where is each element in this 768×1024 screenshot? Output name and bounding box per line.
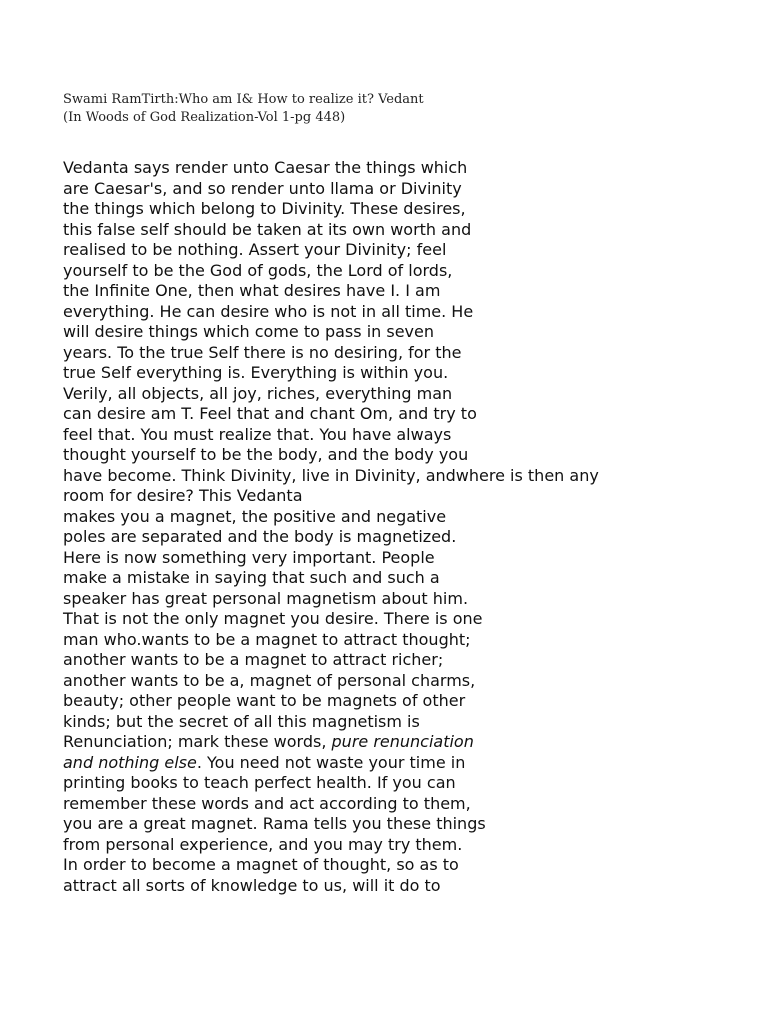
body-line: everything. He can desire who is not in all time. He	[63, 301, 474, 321]
body-line: beauty; other people want to be magnets of other	[63, 691, 466, 710]
body-line: kinds; but the secret of all this magnetism is	[63, 711, 420, 731]
emphasis-text: and nothing else	[63, 752, 197, 772]
body-text-run: Renunciation; mark these words,	[63, 732, 332, 751]
body-line: room for desire? This Vedanta	[63, 486, 303, 505]
body-line: true Self everything is. Everything is within you.	[63, 363, 449, 382]
body-line: speaker has great personal magnetism about him.	[63, 588, 469, 608]
body-line: years. To the true Self there is no desiring, for the	[63, 342, 462, 362]
body-line: Here is now something very important. People	[63, 547, 435, 567]
body-text-run: . You need not waste your time in	[196, 752, 466, 772]
header-source-line: (In Woods of God Realization-Vol 1-pg 448)	[63, 110, 346, 125]
body-line: yourself to be the God of gods, the Lord of lords,	[63, 260, 453, 280]
body-line-with-emphasis	[63, 753, 703, 774]
body-line: another wants to be a, magnet of personal charms,	[63, 670, 476, 690]
body-line: this false self should be taken at its own worth and	[63, 219, 472, 239]
body-line: man who.wants to be a magnet to attract thought;	[63, 629, 471, 649]
body-line: thought yourself to be the body, and the body you	[63, 445, 469, 464]
body-line: another wants to be a magnet to attract richer;	[63, 650, 444, 669]
body-line: will desire things which come to pass in seven	[63, 322, 434, 341]
body-line: are Caesar's, and so render unto llama or Divinity	[63, 178, 462, 198]
emphasis-text: pure renunciation	[331, 732, 474, 751]
body-line: poles are separated and the body is magnetized.	[63, 527, 457, 546]
body-line: printing books to teach perfect health. If you can	[63, 773, 456, 792]
body-line: Vedanta says render unto Caesar the things which	[63, 158, 468, 177]
body-line: can desire am T. Feel that and chant Om, and try to	[63, 404, 477, 423]
body-line: the Infinite One, then what desires have I. I am	[63, 281, 441, 300]
body-line: you are a great magnet. Rama tells you these things	[63, 814, 486, 833]
header-title-line: Swami RamTirth:Who am I& How to realize it? Vedant	[63, 92, 424, 107]
body-line: makes you a magnet, the positive and negative	[63, 506, 447, 526]
body-line-with-emphasis	[63, 732, 703, 753]
body-line: Verily, all objects, all joy, riches, everything man	[63, 383, 453, 403]
document-body	[63, 158, 703, 896]
document-header	[63, 91, 424, 127]
body-line: That is not the only magnet you desire. There is one	[63, 609, 483, 628]
body-line: remember these words and act according to them,	[63, 793, 471, 813]
body-line: realised to be nothing. Assert your Divinity; feel	[63, 240, 447, 259]
body-line: make a mistake in saying that such and such a	[63, 568, 440, 587]
body-line: attract all sorts of knowledge to us, will it do to	[63, 875, 441, 895]
body-line: In order to become a magnet of thought, so as to	[63, 855, 459, 874]
body-line: have become. Think Divinity, live in Divinity, andwhere is then any	[63, 465, 599, 485]
body-line: from personal experience, and you may try them.	[63, 834, 463, 854]
body-line: the things which belong to Divinity. These desires,	[63, 199, 466, 218]
body-line: feel that. You must realize that. You have always	[63, 424, 452, 444]
